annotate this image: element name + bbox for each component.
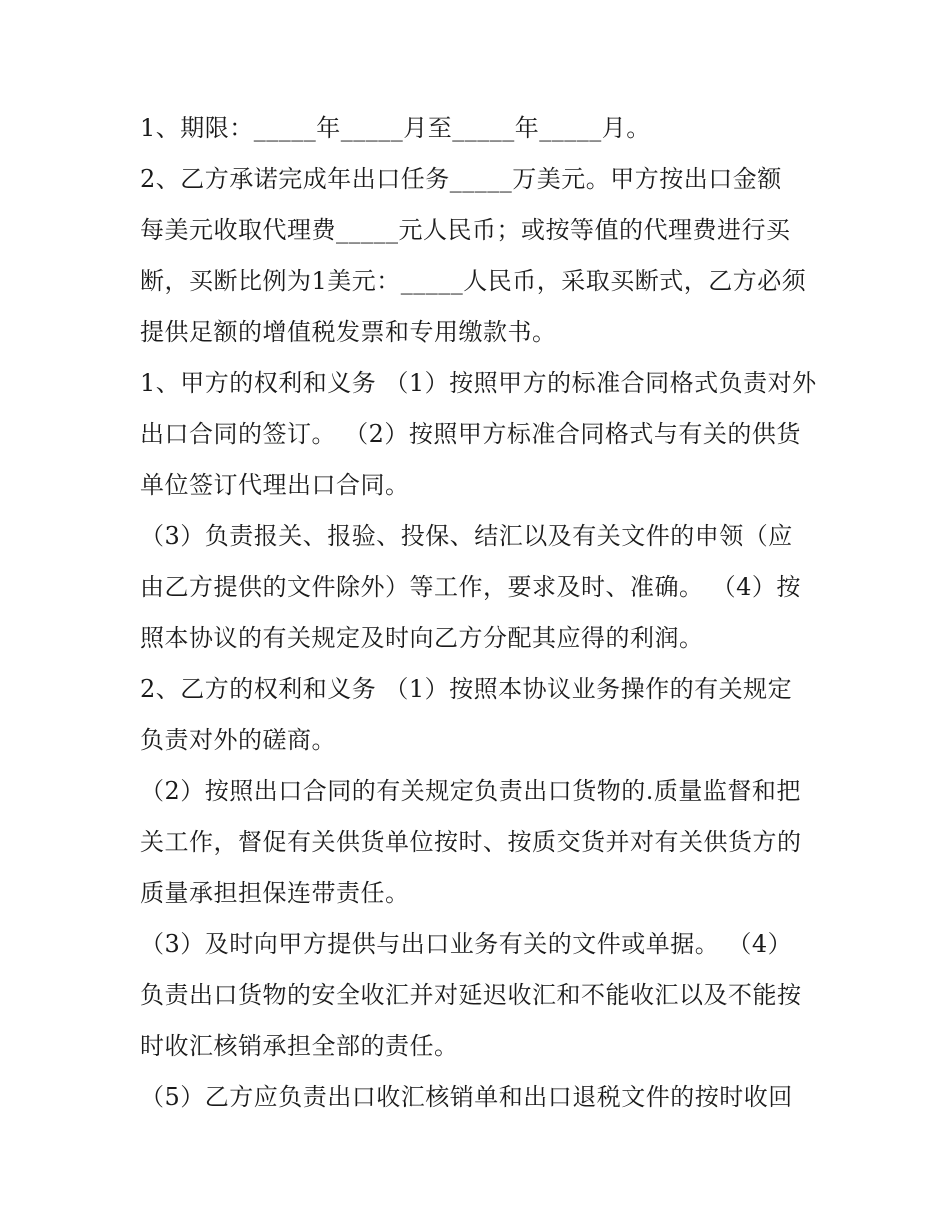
text-line: 负责出口货物的安全收汇并对延迟收汇和不能收汇以及不能按 xyxy=(140,981,802,1009)
text-line: 2、乙方的权利和义务 （1）按照本协议业务操作的有关规定 xyxy=(140,675,793,703)
text-line: 关工作，督促有关供货单位按时、按质交货并对有关供货方的 xyxy=(140,828,802,856)
text-line: 提供足额的增值税发票和专用缴款书。 xyxy=(140,318,557,346)
text-line: 由乙方提供的文件除外）等工作，要求及时、准确。 （4）按 xyxy=(140,573,801,601)
text-line: 1、期限：_____年_____月至_____年_____月。 xyxy=(140,114,651,142)
text-line: 2、乙方承诺完成年出口任务_____万美元。甲方按出口金额 xyxy=(140,165,782,193)
text-line: 单位签订代理出口合同。 xyxy=(140,471,410,499)
text-line: 每美元收取代理费_____元人民币；或按等值的代理费进行买 xyxy=(140,216,791,244)
text-line: （3）负责报关、报验、投保、结汇以及有关文件的申领（应 xyxy=(140,522,793,550)
text-line: 时收汇核销承担全部的责任。 xyxy=(140,1032,459,1060)
text-line: 质量承担担保连带责任。 xyxy=(140,879,410,907)
document-body xyxy=(140,103,820,1123)
text-line: （3）及时向甲方提供与出口业务有关的文件或单据。 （4） xyxy=(140,930,793,958)
text-line: （2）按照出口合同的有关规定负责出口货物的.质量监督和把 xyxy=(140,777,801,805)
text-line: 照本协议的有关规定及时向乙方分配其应得的利润。 xyxy=(140,624,704,652)
text-line: 负责对外的磋商。 xyxy=(140,726,336,754)
text-line: （5）乙方应负责出口收汇核销单和出口退税文件的按时收回 xyxy=(140,1083,793,1111)
text-line: 断，买断比例为1美元：_____人民币，采取买断式，乙方必须 xyxy=(140,267,807,295)
text-line: 1、甲方的权利和义务 （1）按照甲方的标准合同格式负责对外 xyxy=(140,369,817,397)
text-line: 出口合同的签订。 （2）按照甲方标准合同格式与有关的供货 xyxy=(140,420,801,448)
